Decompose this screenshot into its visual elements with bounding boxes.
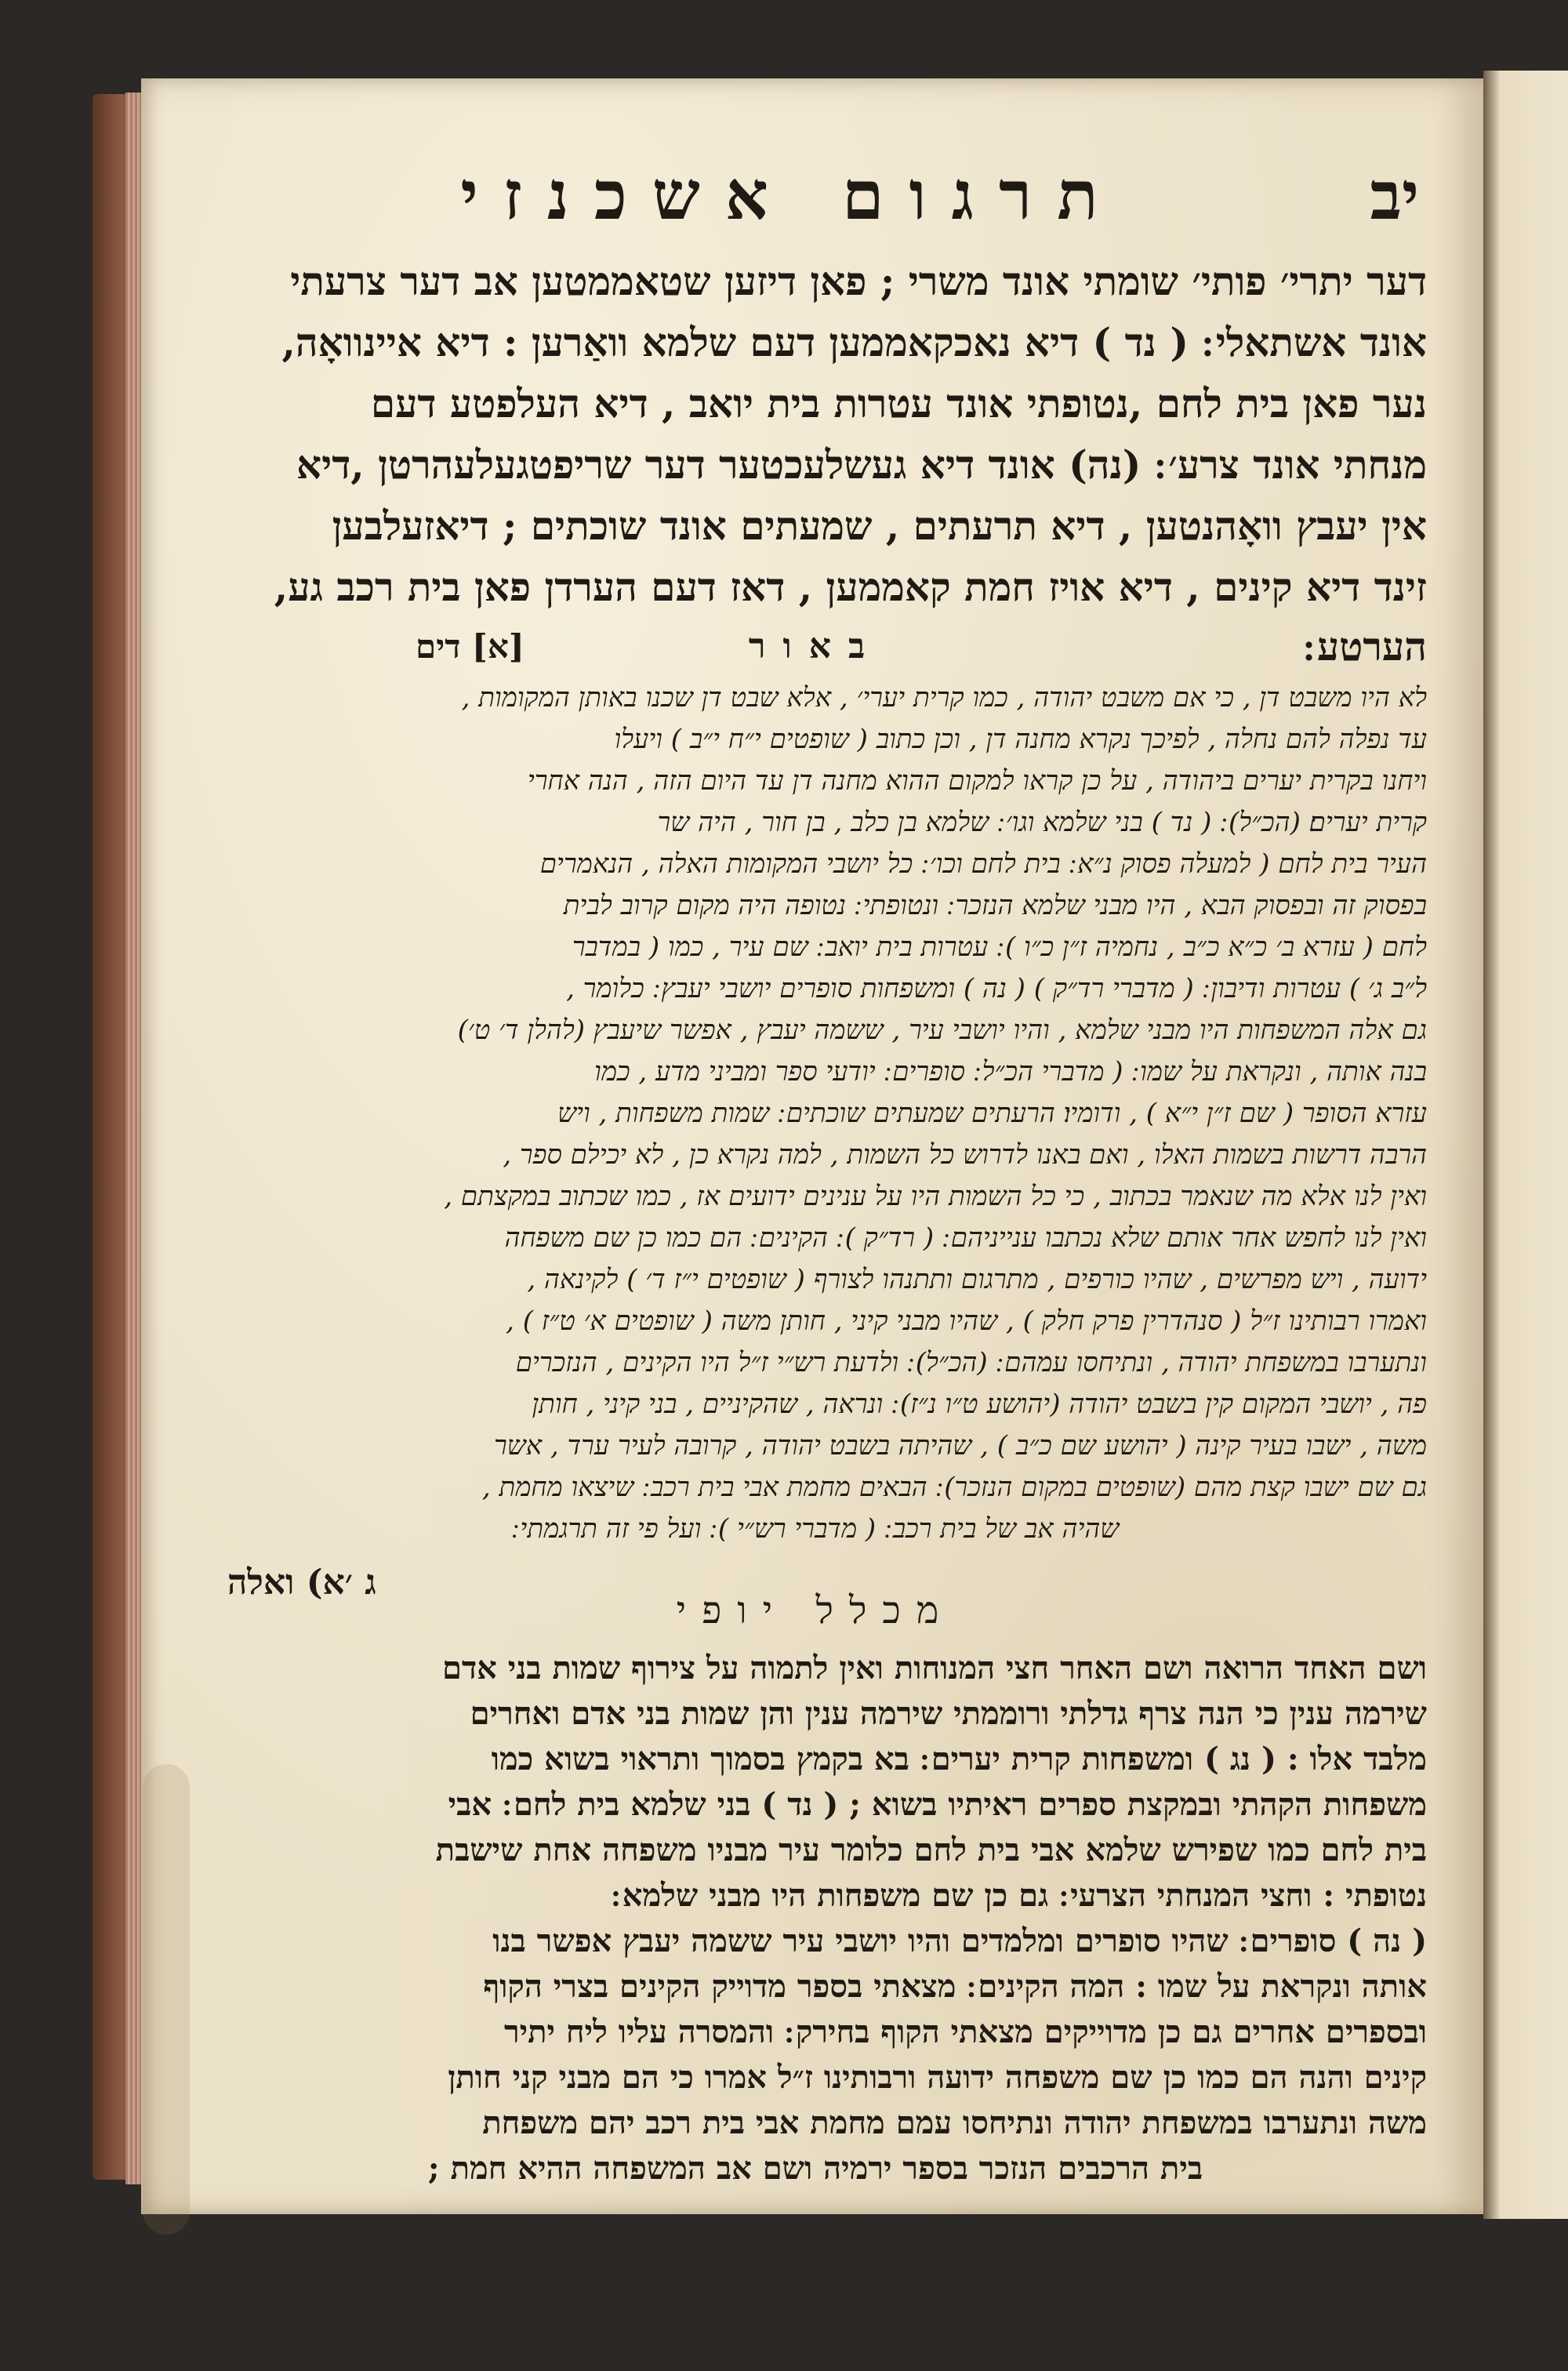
page-content [204,149,1427,2187]
commentary-line: ואמרו רבותינו ז״ל ( סנהדרין פרק חלק ) , שהיו מבני קיני , חותן משה ( שופטים א׳ ט״ז ) , [506,1305,1427,1337]
mikhlal-line: בית לחם כמו שפירש שלמא אבי בית לחם כלומר עיר מבניו משפחה אחת שישבת [435,1832,1427,1868]
mikhlal-line: ( נה ) סופרים ׃ שהיו סופרים ומלמדים והיו יושבי עיר ששמה יעבץ אפשר בנו [492,1923,1427,1959]
mikhlal-line: שירמה ענין כי הנה צרף גדלתי ורוממתי שירמה ענין והן שמות בני אדם ואחרים [470,1695,1427,1732]
commentary-line: ואין לנו לחפש אחר אותם שלא נכתבו ענייניהם ׃ ( רד״ק ) ׃ הקינים ׃ הם כמו כן שם משפחה [504,1222,1427,1254]
mikhlal-line: בית הרכבים הנזכר בספר ירמיה ושם אב המשפחה ההיא חמת ; [427,2150,1203,2187]
mikhlal-yofi-text [204,1646,1427,2191]
commentary-line: ואין לנו אלא מה שנאמר בכתוב , כי כל השמות היו על ענינים ידועים אז , כמו שכתוב במקצתם , [444,1181,1427,1212]
page-stain [143,1764,190,2235]
running-header [204,149,1427,251]
commentary-line: פה , יושבי המקום קין בשבט יהודה (יהושע ט״ו נ״ז) ׃ ונראה , שהקיניים , בני קיני , חותן [532,1389,1427,1420]
commentary-line: ידועה , ויש מפרשים , שהיו כורפים , מתרגום ותתנהו לצורף ( שופטים י״ז ד׳ ) לקינאה , [527,1264,1427,1295]
facing-page-gutter [1483,71,1568,2219]
mikhlal-line: קינים והנה הם כמו כן שם משפחה ידועה ורבותינו ז״ל אמרו כי הם מבני קני חותן [448,2059,1427,2096]
mikhlal-line: ובספרים אחרים גם כן מדוייקים מצאתי הקוף בחירק ׃ והמסרה עליו ליח יתיר [503,2013,1427,2050]
commentary-line: עד נפלה להם נחלה , לפיכך נקרא מחנה דן , וכן כתוב ( שופטים י״ח י״ב ) ויעלו [614,724,1427,755]
translation-line: זינד דיא קינים , דיא אויז חמת קאממען , דאז דעם הערדן פאן בית רכב גע, [274,564,1427,610]
commentary-line: ויחנו בקרית יערים ביהודה , על כן קראו למקום ההוא מחנה דן עד היום הזה , הנה אחרי [527,765,1427,797]
biur-heading: באור [748,626,883,666]
commentary-line: בפסוק זה ובפסוק הבא , היו מבני שלמא הנזכר ׃ ונטופתי ׃ נטופה היה מקום קרוב לבית [563,890,1427,921]
commentary-line: שהיה אב של בית רכב ׃ ( מדברי רש״י ) ׃ ועל פי זה תרגמתי ׃ [511,1513,1120,1545]
mikhlal-line: משה ונתערבו במשפחת יהודה ונתיחסו עמם מחמת אבי בית רכב יהם משפחת [482,2104,1427,2141]
commentary-line: עזרא הסופר ( שם ז״ן י״א ) , ודומיו׃ הרעתים שמעתים שוכתים ׃ שמות משפחות , ויש [557,1098,1427,1129]
commentary-line: משה , ישבו בעיר קינה ( יהושע שם כ״ב ) , שהיתה בשבט יהודה , קרובה לעיר ערד , אשר [494,1430,1427,1461]
commentary-line: לחם ( עזרא ב׳ כ״א כ״ב , נחמיה ז״ן כ״ו ) ׃ עטרות בית יואב ׃ שם עיר , כמו ( במדבר [572,931,1427,963]
translation-line: אונד אשתאלי ׃ ( נד ) דיא נאכקאממען דעם שלמא וואַרען : דיא איינוואָה, [281,319,1427,365]
folio-number: יב [1370,157,1419,234]
translation-line: נער פאן בית לחם ,נטופתי אונד עטרות בית יואב , דיא העלפטע דעם [370,380,1427,427]
commentary-line: הרבה דרשות בשמות האלו , ואם באנו לדרוש כל השמות , למה נקרא כן , לא יכילם ספר , [503,1139,1427,1171]
running-title: תרגום אשכנזי [460,156,1123,235]
translation-line: אין יעבץ וואָהנטען , דיא תרעתים , שמעתים אונד שוכתים ; דיאזעלבען [332,503,1427,549]
translation-block [204,251,1427,618]
mikhlal-line: מלבד אלו : ( נג ) ומשפחות קרית יערים ׃ בא בקמץ בסמוך ותראוי בשוא כמו [491,1741,1427,1777]
commentary-line: בנה אותה , ונקראת על שמו ׃ ( מדברי הכ״ל ׃ סופרים ׃ יודעי ספר ומביני מדע , כמו [594,1056,1427,1087]
biur-catchword: [א] דים [416,627,524,666]
translation-line: מנחתי אונד צרע׳ ׃ (נה) אונד דיא געשלעכטער דער שריפטגעלעהרטן ,דיא [296,441,1427,488]
mikhlal-line: אותה ונקראת על שמו : המה הקינים ׃ מצאתי בספר מדוייק הקינים בצרי הקוף [483,1968,1427,2005]
commentary-line: לא היו משבט דן , כי אם משבט יהודה , כמו קרית יערי׳ , אלא שבט דן שכנו באותן המקומות , [461,682,1427,713]
translation-last-word: הערטע ׃ [1303,623,1427,670]
translation-line: דער יתרי׳ פותי׳ שומתי אונד משרי ; פאן דיזען שטאממטען אב דער צרעתי [290,258,1427,304]
mikhlal-heading: מכלל יופי [676,1589,955,1632]
biur-heading-row [204,619,1427,677]
mikhlal-catchword: ג ׳א) ואלה [227,1563,376,1603]
commentary-line: גם שם ישבו קצת מהם (שופטים במקום הנזכר) ׃ הבאים מחמת אבי בית רכב ׃ שיצאו מחמת , [481,1472,1427,1503]
mikhlal-line: ושם האחד הרואה ושם האחר חצי המנוחות ואין לתמוה על צירוף שמות בני אדם [441,1650,1427,1687]
commentary-line: קרית יערים׃ (הכ״ל) ׃ ( נד ) בני שלמא וגו׳ ׃ שלמא בן כלב , בן חור , היה שר [657,807,1427,838]
mikhlal-line: נטופתי : וחצי המנחתי הצרעי ׃ גם כן שם משפחות היו מבני שלמא ׃ [611,1877,1427,1914]
commentary-line: גם אלה המשפחות היו מבני שלמא , והיו יושבי עיר , ששמה יעבץ , אפשר שיעבץ (להלן ד׳ ט׳) [457,1015,1427,1046]
commentary-line: ל״ב ג׳ ) עטרות ודיבון ׃ ( מדברי רד״ק ) ( נה ) ומשפחות סופרים יושבי יעבץ ׃ כלומר , [566,973,1427,1004]
commentary-line: ונתערבו במשפחת יהודה , ונתיחסו עמהם ׃ (הכ״ל) ׃ ולדעת רש״י ז״ל היו הקינים , הנזכרים [515,1347,1427,1378]
commentary-line: העיר בית לחם ( למעלה פסוק נ״א ׃ בית לחם וכו׳ ׃ כל יושבי המקומות האלה , הנאמרים [539,848,1427,880]
biur-commentary [204,677,1427,1550]
mikhlal-heading-row [204,1559,1427,1646]
mikhlal-line: משפחות הקהתי ובמקצת ספרים ראיתיו בשוא ; ( נד ) בני שלמא בית לחם ׃ אבי [448,1786,1427,1823]
